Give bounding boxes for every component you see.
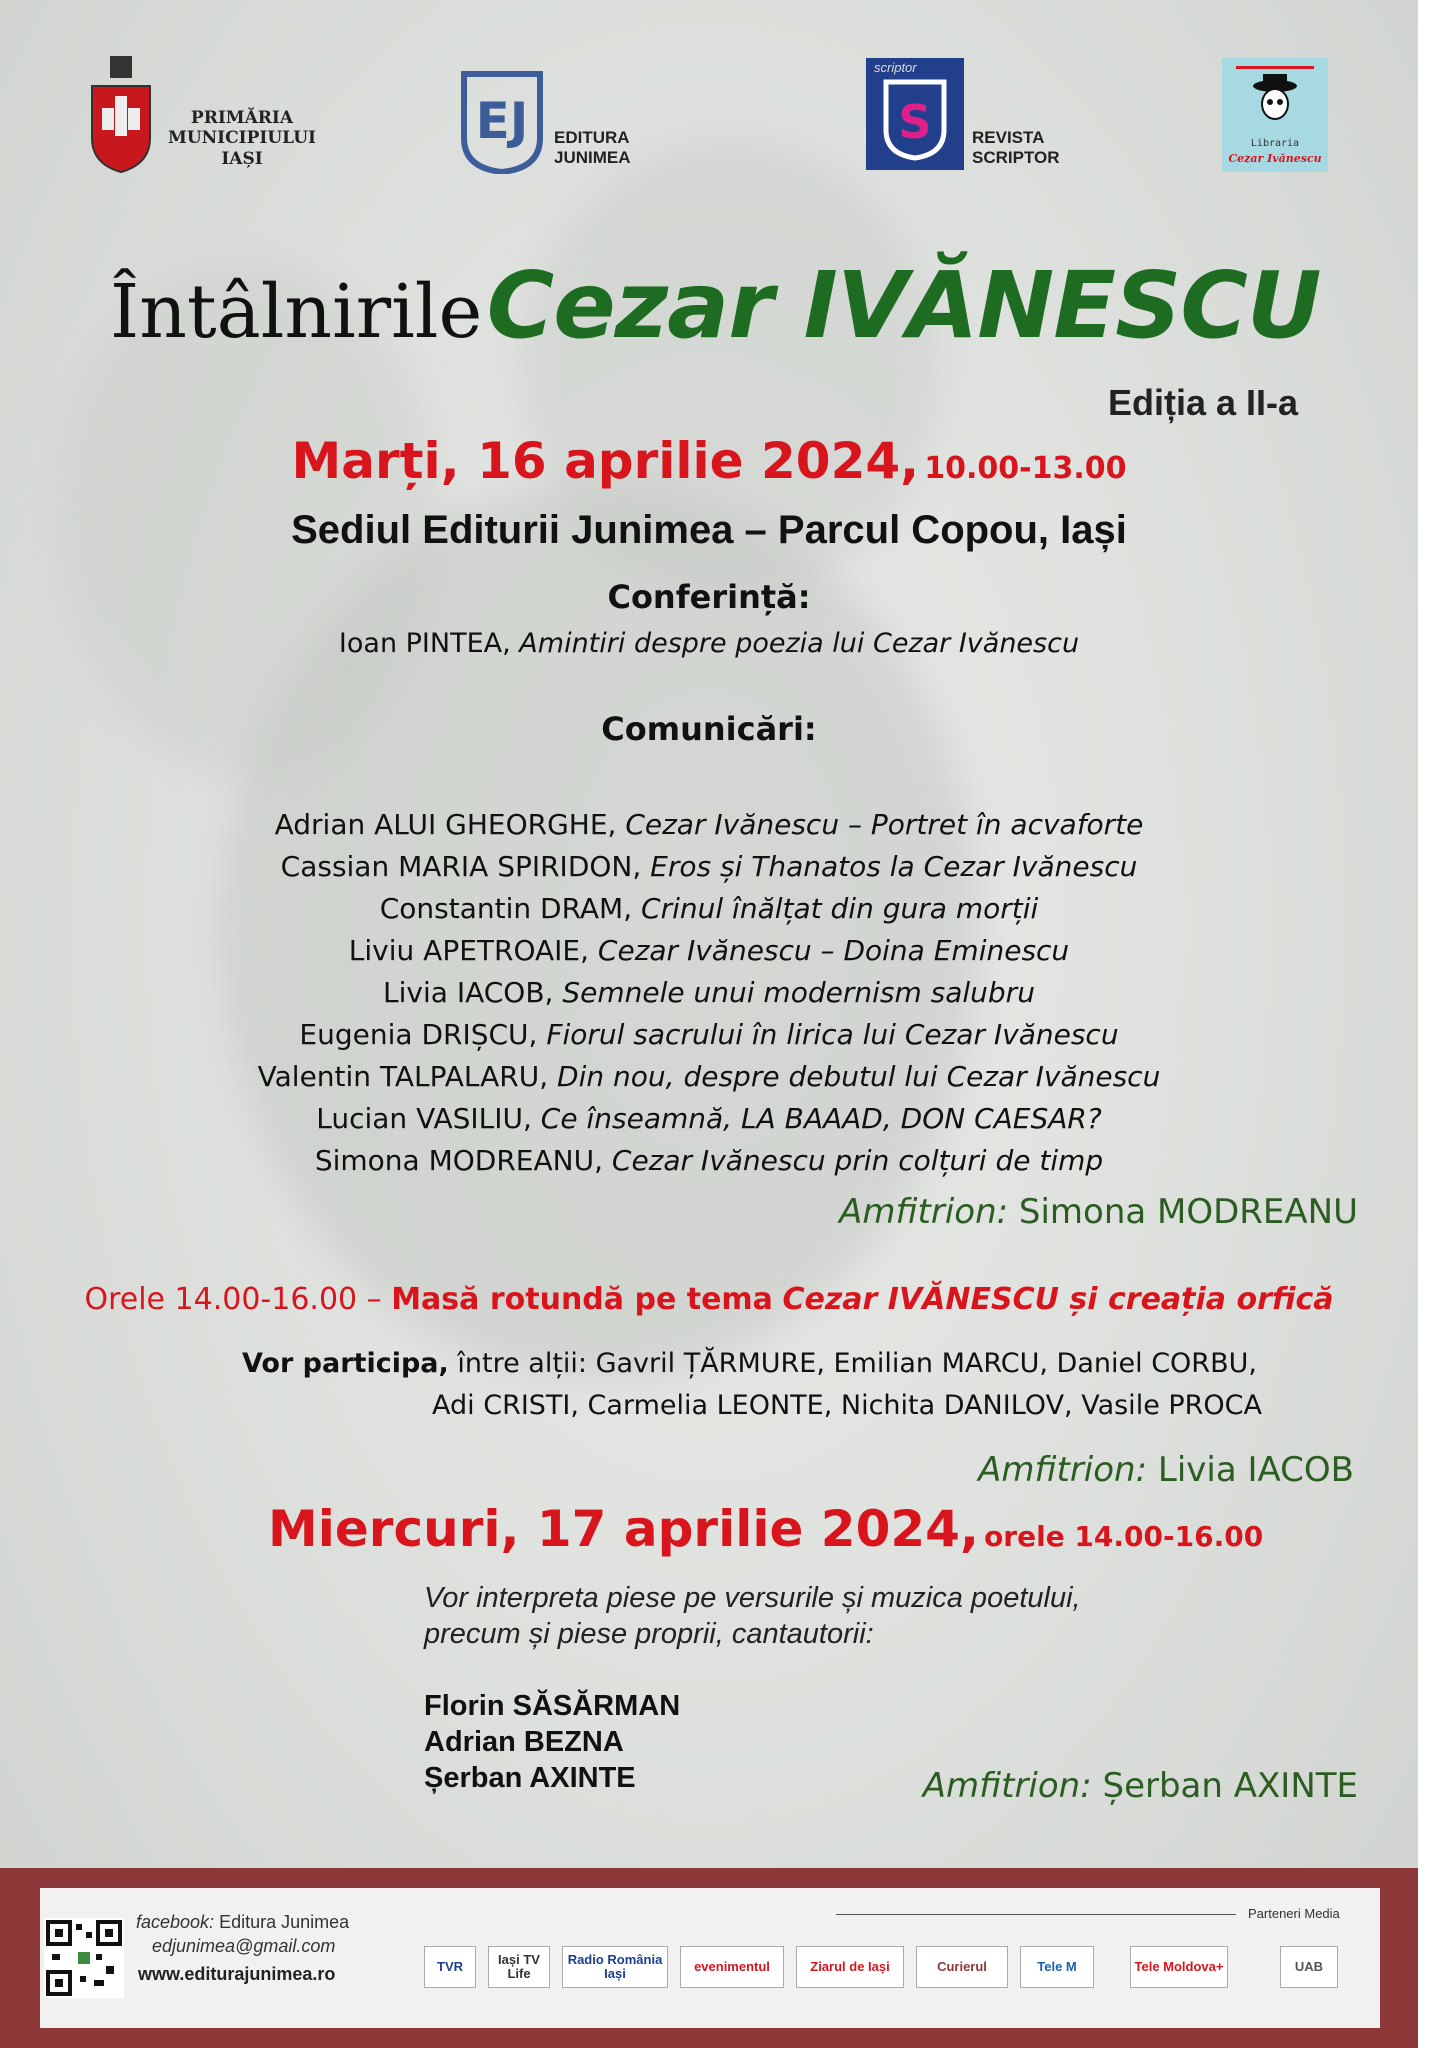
partners-divider — [836, 1914, 1236, 1915]
speaker-row: Adrian ALUI GHEORGHE, Cezar Ivănescu – Portret în acvaforte — [274, 808, 1144, 841]
facebook-label: facebook: — [136, 1912, 215, 1932]
participants-label: Vor participa, — [242, 1348, 449, 1379]
logo-libraria — [1222, 58, 1328, 172]
title-part2: Cezar IVĂNESCU — [486, 252, 1321, 359]
conference-title: Amintiri despre poezia lui Cezar Ivănescu — [519, 628, 1080, 659]
participants-line1: Vor participa, între alții: Gavril ȚĂRMURE, Emilian MARCU, Daniel CORBU, — [242, 1348, 1257, 1379]
scriptor-mark: scriptor — [874, 60, 917, 75]
conference-speaker: Ioan PINTEA, — [338, 628, 511, 659]
performer: Șerban AXINTE — [424, 1762, 636, 1794]
media-logo-iasi-tv: Iași TV Life — [488, 1946, 550, 1988]
media-logo-uab: UAB — [1280, 1946, 1338, 1988]
footer-panel — [40, 1888, 1380, 2028]
day1-time: 10.00-13.00 — [924, 451, 1127, 486]
libraria-line1: Libraria — [1250, 138, 1300, 149]
conference-heading: Conferință: — [607, 578, 811, 616]
es-logo-icon — [866, 58, 964, 170]
day2-date: Miercuri, 17 aprilie 2024, — [268, 1500, 979, 1558]
media-logo-radio: Radio România Iași — [562, 1946, 668, 1988]
junimea-line1: EDITURA — [554, 128, 630, 147]
roundtable-line — [0, 1282, 1418, 1317]
host-1-label: Amfitrion: — [839, 1192, 1009, 1232]
event-title — [110, 252, 1340, 359]
media-logo-curierul: Curierul — [916, 1946, 1008, 1988]
conference-line — [0, 628, 1418, 659]
logo-primaria — [88, 56, 348, 176]
media-logo-tvr: TVR — [424, 1946, 476, 1988]
speaker-row: Lucian VASILIU, Ce înseamnă, LA BAAAD, DON CAESAR? — [316, 1102, 1102, 1135]
media-logo-tele-moldova: Tele Moldova+ — [1130, 1946, 1228, 1988]
host-1 — [839, 1192, 1358, 1232]
speaker-row: Livia IACOB, Semnele unui modernism salubru — [383, 976, 1035, 1009]
logo-junimea — [458, 68, 658, 178]
facebook-line[interactable] — [136, 1912, 349, 1933]
scriptor-line2: SCRIPTOR — [972, 148, 1060, 168]
day2-intro-line2: precum și piese proprii, cantautorii: — [424, 1618, 874, 1650]
roundtable-theme: Cezar IVĂNESCU și creația orfică — [782, 1282, 1334, 1317]
media-logo-ziarul: Ziarul de Iași — [796, 1946, 904, 1988]
day2-intro-line1: Vor interpreta piese pe versurile și muzica poetului, — [424, 1582, 1081, 1614]
qr-code-icon — [44, 1918, 124, 1998]
host-2 — [978, 1450, 1354, 1490]
speaker-row: Liviu APETROAIE, Cezar Ivănescu – Doina Eminescu — [348, 934, 1070, 967]
host-3-name: Șerban AXINTE — [1102, 1766, 1358, 1806]
primaria-line1: PRIMĂRIA — [190, 108, 294, 128]
partners-label: Parteneri Media — [1248, 1906, 1340, 1921]
day2-time: orele 14.00-16.00 — [984, 1520, 1264, 1553]
day1-date: Marți, 16 aprilie 2024, — [291, 432, 920, 490]
speaker-row: Eugenia DRIȘCU, Fiorul sacrului în lirica lui Cezar Ivănescu — [299, 1018, 1119, 1051]
communications-heading: Comunicări: — [601, 710, 817, 748]
svg-text:S: S — [898, 95, 932, 149]
media-logo-tele-m: Tele M — [1020, 1946, 1094, 1988]
primaria-line3: IAȘI — [221, 148, 263, 169]
host-3-label: Amfitrion: — [922, 1766, 1092, 1806]
title-part1: Întâlnirile — [110, 269, 483, 355]
speaker-row: Simona MODREANU, Cezar Ivănescu prin colțuri de timp — [314, 1144, 1104, 1177]
roundtable-hours: Orele 14.00-16.00 – — [84, 1282, 382, 1317]
scriptor-line1: REVISTA — [972, 128, 1045, 147]
facebook-value: Editura Junimea — [219, 1912, 350, 1932]
email-link[interactable]: edjunimea@gmail.com — [152, 1936, 336, 1956]
speaker-row: Constantin DRAM, Crinul înălțat din gura morții — [379, 892, 1039, 925]
host-3 — [923, 1766, 1358, 1806]
libraria-line2: Cezar Ivănescu — [1228, 152, 1322, 165]
primaria-line2: MUNICIPIULUI — [168, 128, 316, 149]
day2-date-line — [268, 1500, 1263, 1558]
speaker-row: Cassian MARIA SPIRIDON, Eros și Thanatos la Cezar Ivănescu — [280, 850, 1138, 883]
logo-scriptor — [866, 58, 1086, 178]
performer: Florin SĂSĂRMAN — [424, 1690, 681, 1722]
footer — [0, 1868, 1418, 2048]
host-2-name: Livia IACOB — [1157, 1450, 1354, 1490]
participants-line2: Adi CRISTI, Carmelia LEONTE, Nichita DANILOV, Vasile PROCA — [432, 1390, 1262, 1421]
speaker-row: Valentin TALPALARU, Din nou, despre debutul lui Cezar Ivănescu — [257, 1060, 1161, 1093]
website-link[interactable]: www.editurajunimea.ro — [138, 1964, 336, 1984]
performer: Adrian BEZNA — [424, 1726, 624, 1758]
city-coat-of-arms-icon — [88, 56, 154, 174]
host-1-name: Simona MODREANU — [1018, 1192, 1358, 1232]
man-in-hat-icon — [1245, 72, 1305, 132]
ej-logo-icon — [458, 68, 546, 174]
junimea-line2: JUNIMEA — [554, 148, 631, 168]
edition: Ediția a II-a — [1108, 382, 1299, 423]
media-logo-evenimentul: evenimentul — [680, 1946, 784, 1988]
host-2-label: Amfitrion: — [978, 1450, 1148, 1490]
roundtable-text: Masă rotundă pe tema — [391, 1282, 773, 1317]
day1-venue: Sediul Editurii Junimea – Parcul Copou, Iași — [291, 508, 1127, 552]
day1-date-line — [0, 432, 1418, 490]
svg-text:EJ: EJ — [475, 92, 529, 150]
